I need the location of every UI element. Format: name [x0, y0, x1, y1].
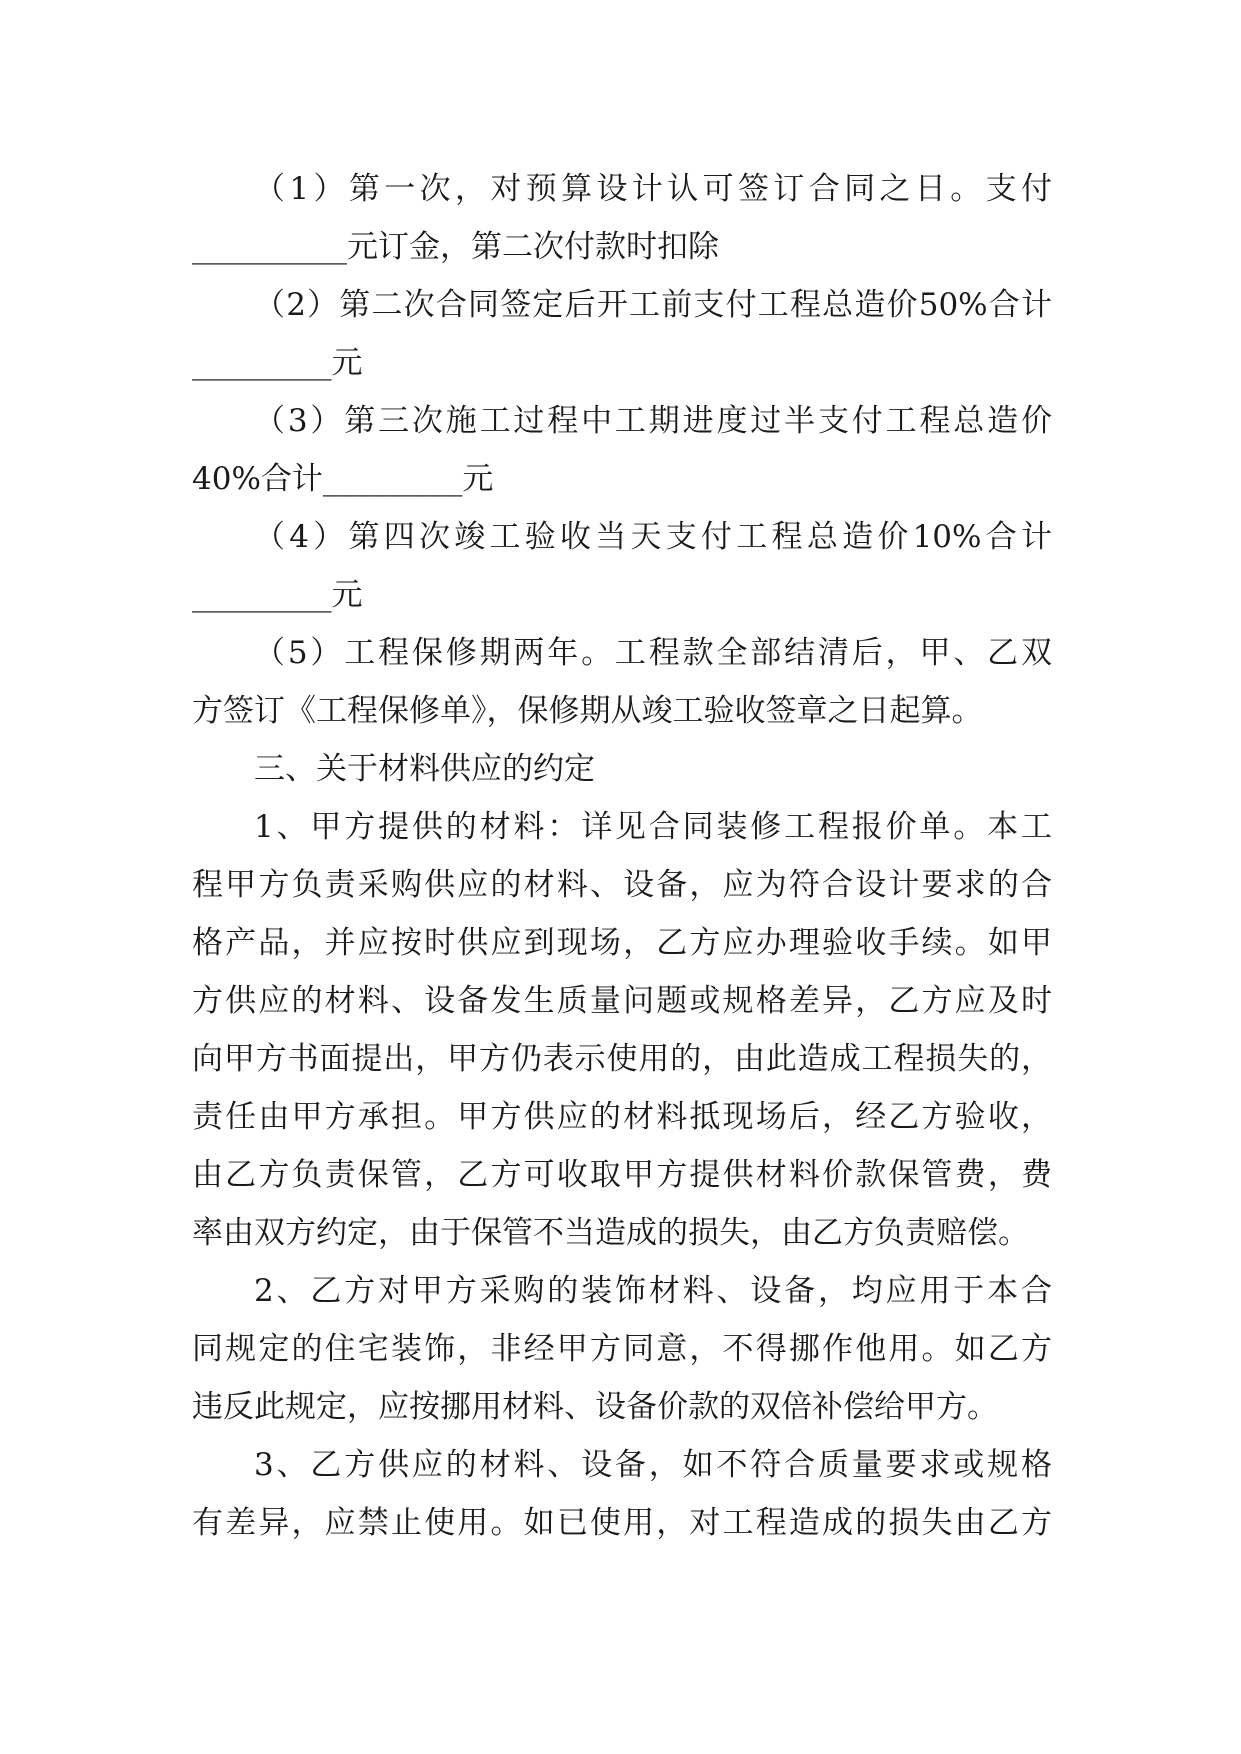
- text-line: （1）第一次，对预算设计认可签订合同之日。支付: [254, 171, 1052, 207]
- text-line: 向甲方书面提出，甲方仍表示使用的，由此造成工程损失的，: [192, 1041, 1052, 1077]
- text-line: （2）第二次合同签定后开工前支付工程总造价50%合计: [254, 287, 1052, 323]
- text-line: 率由双方约定，由于保管不当造成的损失，由乙方负责赔偿。: [192, 1215, 1029, 1251]
- text-line: __________元订金，第二次付款时扣除: [192, 229, 719, 265]
- text-line: 由乙方负责保管，乙方可收取甲方提供材料价款保管费，费: [192, 1157, 1052, 1193]
- document-body: [192, 160, 1052, 1552]
- text-line: （5）工程保修期两年。工程款全部结清后，甲、乙双: [254, 635, 1052, 671]
- text-line: 40%合计_________元: [192, 461, 494, 497]
- text-line: _________元: [192, 345, 363, 381]
- text-line: 方签订《工程保修单》，保修期从竣工验收签章之日起算。: [192, 693, 983, 729]
- text-line: 方供应的材料、设备发生质量问题或规格差异，乙方应及时: [192, 983, 1052, 1019]
- text-line: 责任由甲方承担。甲方供应的材料抵现场后，经乙方验收，: [192, 1099, 1052, 1135]
- text-line: 有差异，应禁止使用。如已使用，对工程造成的损失由乙方: [192, 1505, 1052, 1541]
- text-line: 程甲方负责采购供应的材料、设备，应为符合设计要求的合: [192, 867, 1052, 903]
- text-line: （4）第四次竣工验收当天支付工程总造价10%合计: [254, 519, 1052, 555]
- text-line: _________元: [192, 577, 363, 613]
- text-line: 格产品，并应按时供应到现场，乙方应办理验收手续。如甲: [192, 925, 1052, 961]
- text-line: 1、甲方提供的材料：详见合同装修工程报价单。本工: [254, 809, 1052, 845]
- section-heading: 三、关于材料供应的约定: [254, 751, 595, 787]
- text-line: 3、乙方供应的材料、设备，如不符合质量要求或规格: [254, 1447, 1052, 1483]
- text-line: 2、乙方对甲方采购的装饰材料、设备，均应用于本合: [254, 1273, 1052, 1309]
- text-line: 违反此规定，应按挪用材料、设备价款的双倍补偿给甲方。: [192, 1389, 998, 1425]
- text-line: （3）第三次施工过程中工期进度过半支付工程总造价: [254, 403, 1052, 439]
- text-line: 同规定的住宅装饰，非经甲方同意，不得挪作他用。如乙方: [192, 1331, 1052, 1367]
